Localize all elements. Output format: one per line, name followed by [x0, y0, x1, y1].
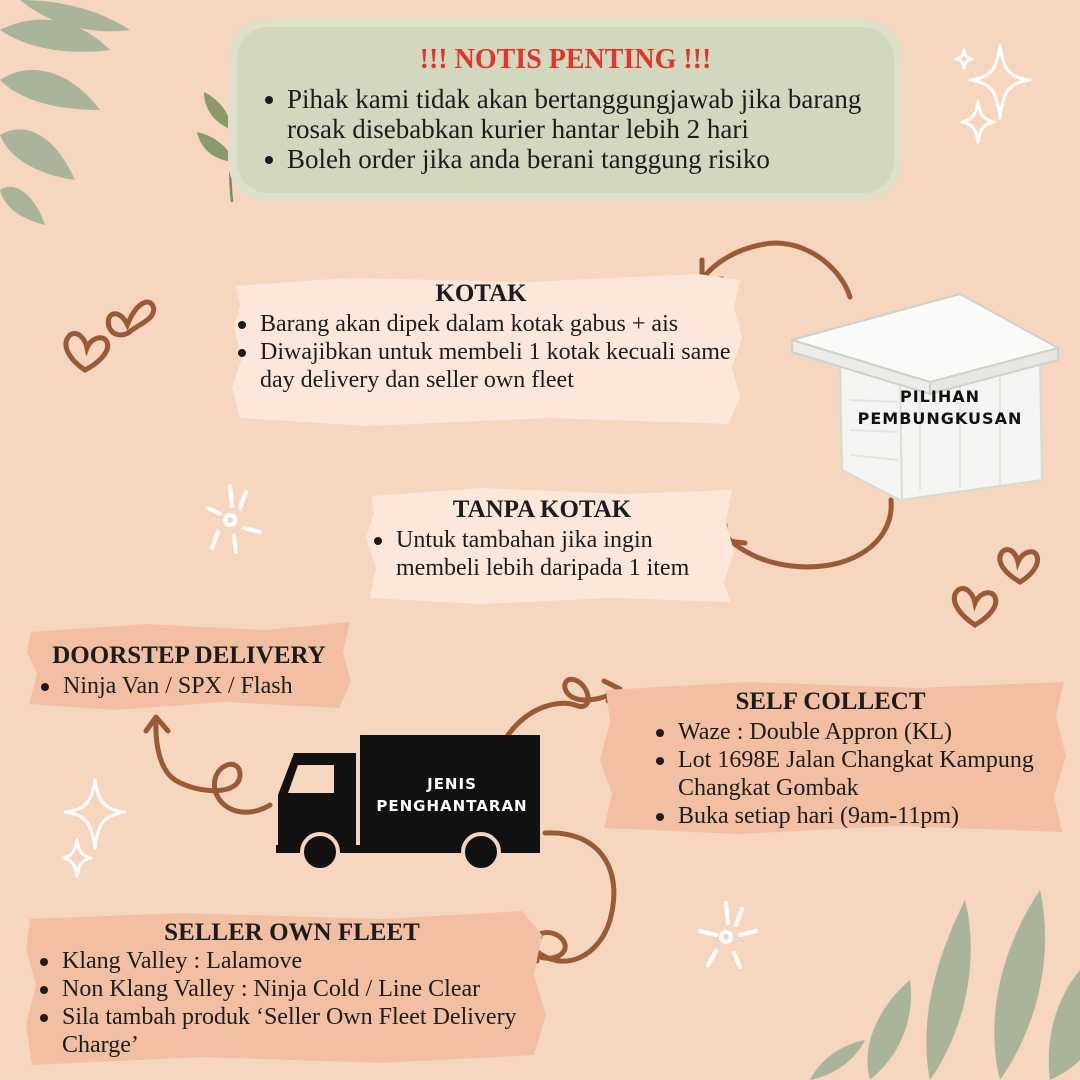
self-collect-list [656, 718, 1056, 830]
arrow-box-to-tanpa-kotak [715, 495, 905, 575]
starburst-right-decoration [694, 895, 764, 975]
doorstep-panel [25, 612, 355, 712]
packaging-label [840, 386, 1040, 430]
notice-item: Pihak kami tidak akan bertanggungjawab jika barang rosak disebabkan kurier hantar lebih 2 hari [265, 84, 895, 144]
tanpa-kotak-item: Untuk tambahan jika ingin membeli lebih daripada 1 item [374, 526, 729, 582]
packaging-label-line2: PEMBUNGKUSAN [857, 409, 1023, 428]
hearts-right-decoration [940, 540, 1050, 640]
kotak-panel [228, 268, 748, 430]
tanpa-kotak-title: TANPA KOTAK [452, 496, 632, 523]
tanpa-kotak-panel [362, 482, 740, 606]
sparkle-left-decoration [55, 770, 135, 880]
styrofoam-box-image [790, 290, 1062, 505]
tanpa-kotak-list [374, 526, 729, 582]
seller-fleet-item: Sila tambah produk ‘Seller Own Fleet Delivery Charge’ [40, 1003, 540, 1059]
leaf-branch-top-left-decoration [0, 0, 160, 230]
doorstep-title: DOORSTEP DELIVERY [52, 642, 326, 669]
sparkle-top-right-decoration [950, 40, 1040, 150]
kotak-title: KOTAK [435, 280, 527, 307]
seller-fleet-item: Non Klang Valley : Ninja Cold / Line Clear [40, 975, 540, 1003]
doorstep-list [41, 672, 341, 700]
delivery-label-line2: PENGHANTARAN [376, 797, 528, 815]
notice-title: !!! NOTIS PENTING !!! [419, 44, 712, 75]
notice-list [265, 84, 895, 174]
kotak-item: Barang akan dipek dalam kotak gabus + ais [238, 310, 733, 338]
packaging-label-line1: PILIHAN [900, 387, 980, 406]
seller-fleet-item: Klang Valley : Lalamove [40, 947, 540, 975]
self-collect-title: SELF COLLECT [735, 688, 926, 715]
kotak-item: Diwajibkan untuk membeli 1 kotak kecuali same day delivery dan seller own fleet [238, 338, 733, 394]
truck-image [276, 735, 544, 873]
seller-fleet-list [40, 947, 540, 1059]
delivery-label-line1: JENIS [427, 775, 477, 793]
hearts-left-decoration [55, 290, 165, 390]
seller-fleet-panel [22, 905, 552, 1070]
leaf-branch-bottom-right-decoration [790, 860, 1080, 1080]
starburst-left-decoration [198, 478, 268, 558]
notice-item: Boleh order jika anda berani tanggung risiko [265, 144, 895, 174]
seller-fleet-title: SELLER OWN FLEET [164, 919, 420, 946]
arrow-truck-to-doorstep [140, 705, 280, 825]
doorstep-item: Ninja Van / SPX / Flash [41, 672, 341, 700]
self-collect-item: Buka setiap hari (9am-11pm) [656, 802, 1056, 830]
self-collect-panel [598, 676, 1068, 836]
self-collect-item: Lot 1698E Jalan Changkat Kampung Changkat Gombak [656, 746, 1056, 802]
delivery-label [364, 773, 540, 817]
kotak-list [238, 310, 733, 394]
self-collect-item: Waze : Double Appron (KL) [656, 718, 1056, 746]
